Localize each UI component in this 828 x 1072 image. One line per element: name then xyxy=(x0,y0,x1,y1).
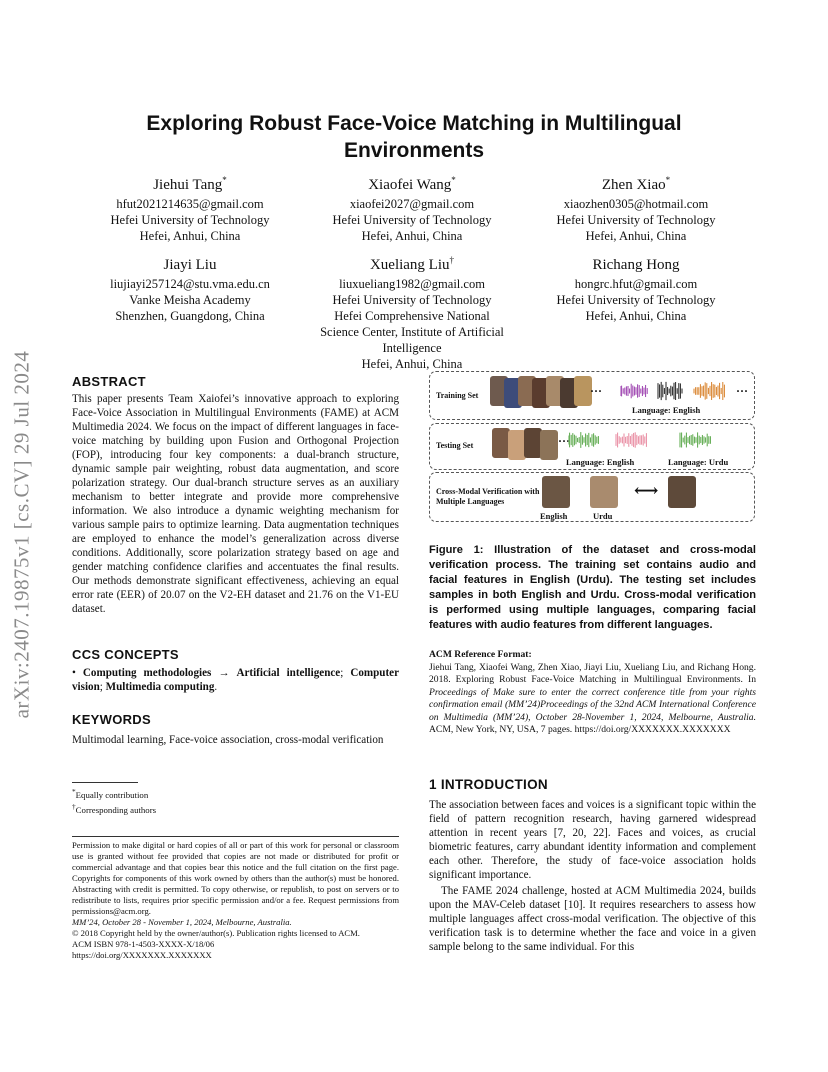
ccs-text xyxy=(72,666,399,694)
author-email[interactable]: liujiayi257124@stu.vma.edu.cn xyxy=(110,277,270,291)
acm-reference xyxy=(429,649,756,737)
testing-label: Testing Set xyxy=(436,441,474,450)
ccs-term: Artificial intelligence xyxy=(236,667,341,679)
author-location: Hefei, Anhui, China xyxy=(585,229,687,243)
ccs-term: Computing methodologies xyxy=(82,667,212,679)
acm-ref-text xyxy=(429,662,756,737)
author-affiliation: Hefei University of Technology xyxy=(332,213,492,227)
author-block-5 xyxy=(292,250,532,372)
acm-ref-authors: Jiehui Tang, Xiaofei Wang, Zhen Xiao, Jiayi Liu, Xueliang Liu, and Richang Hong. 2018. Exploring Robust Face-Voice Matching in Multilingual Environments. In xyxy=(429,661,756,685)
author-email[interactable]: xiaofei2027@gmail.com xyxy=(349,197,475,211)
ccs-heading: CCS CONCEPTS xyxy=(72,647,179,662)
permission-rule xyxy=(72,836,399,837)
acm-ref-publisher: ACM, New York, NY, USA, 7 pages. https://doi.org/XXXXXXX.XXXXXXX xyxy=(429,724,731,735)
author-mark: * xyxy=(665,175,671,185)
face-label-urdu: Urdu xyxy=(593,511,613,521)
figure-1 xyxy=(429,371,755,526)
author-name: Jiayi Liu xyxy=(163,257,217,273)
keywords-text: Multimodal learning, Face-voice association, cross-modal verification xyxy=(72,734,384,746)
ccs-separator: ; xyxy=(99,681,106,693)
author-email[interactable]: xiaozhen0305@hotmail.com xyxy=(563,197,709,211)
footnotes xyxy=(72,786,372,816)
testing-language-urdu: Language: Urdu xyxy=(668,457,729,467)
ccs-term: Computer vision xyxy=(72,667,399,693)
intro-paragraph-2: The FAME 2024 challenge, hosted at ACM Multimedia 2024, builds upon the MAV-Celeb dataset [10]. It requires researchers to assess how multiple languages affect cross-modal verification. The objective of this verification task is to determine whether the face and voice in a given sample belong to the same individual. For this xyxy=(429,885,756,953)
introduction-section xyxy=(429,777,756,954)
ellipsis: ··· xyxy=(558,434,571,448)
ccs-end: . xyxy=(214,681,218,693)
author-block-6 xyxy=(516,250,756,324)
abstract-section xyxy=(72,374,399,616)
author-affiliation: Hefei Comprehensive National xyxy=(334,309,490,323)
author-affiliation: Hefei University of Technology xyxy=(110,213,270,227)
author-affiliation: Science Center, Institute of Artificial xyxy=(320,325,504,339)
crossmodal-label: Cross-Modal Verification with Multiple Languages xyxy=(436,487,540,506)
training-waveforms xyxy=(620,380,730,402)
author-mark: † xyxy=(449,255,455,265)
training-label: Training Set xyxy=(436,391,479,400)
author-affiliation: Intelligence xyxy=(382,341,442,355)
face-image-english xyxy=(542,476,570,508)
intro-paragraph-1: The association between faces and voices is a significant topic within the field of pattern recognition research, having garnered widespread attention in recent years [7, 20, 22]. Faces and voices, as crucial biometric features, carry abundant identity information and complement each other. Therefore, the study of face-voice association holds significant importance. xyxy=(429,799,756,881)
ccs-bullet: • xyxy=(72,667,76,679)
testing-panel xyxy=(429,423,755,470)
footnote-text: Equally contribution xyxy=(75,789,149,800)
author-name: Richang Hong xyxy=(592,257,680,273)
author-location: Hefei, Anhui, China xyxy=(361,229,463,243)
abstract-heading: ABSTRACT xyxy=(72,374,146,389)
double-arrow-icon: ⟷ xyxy=(634,481,659,500)
paper-title: Exploring Robust Face-Voice Matching in Multilingual Environments xyxy=(146,112,682,162)
author-block-4 xyxy=(70,250,310,324)
crossmodal-panel xyxy=(429,472,755,522)
face-label-english: English xyxy=(540,511,568,521)
isbn-line: ACM ISBN 978-1-4503-XXXX-X/18/06 xyxy=(72,939,215,949)
footnote-text: Corresponding authors xyxy=(75,804,157,815)
author-mark: * xyxy=(451,175,456,185)
face-image xyxy=(540,430,558,460)
author-name: Xueliang Liu xyxy=(369,257,450,273)
author-name: Zhen Xiao xyxy=(601,177,666,193)
ccs-section xyxy=(72,647,399,694)
author-affiliation: Hefei University of Technology xyxy=(332,293,492,307)
figure-caption: Figure 1: Illustration of the dataset and cross-modal verification process. The training set contains audio and facial features in English (Urdu). The testing set includes samples in both English and Urdu. Cross-modal verification is performed using multiple languages, comparing facial features with audio features from different languages. xyxy=(429,544,756,631)
testing-waveforms xyxy=(568,430,738,450)
ccs-separator: ; xyxy=(340,667,351,679)
author-email[interactable]: hongrc.hfut@gmail.com xyxy=(574,277,698,291)
author-name: Jiehui Tang xyxy=(153,177,223,193)
author-mark: * xyxy=(222,175,227,185)
arxiv-stamp: arXiv:2407.19875v1 [cs.CV] 29 Jul 2024 xyxy=(9,350,34,719)
training-panel xyxy=(429,371,755,420)
ccs-term: Multimedia computing xyxy=(105,681,215,693)
keywords-heading: KEYWORDS xyxy=(72,712,151,727)
footnote-mark: * xyxy=(72,787,76,796)
author-block-2 xyxy=(292,170,532,244)
intro-heading: 1 INTRODUCTION xyxy=(429,777,548,792)
ellipsis: ··· xyxy=(736,384,749,398)
conference-line: MM’24, October 28 - November 1, 2024, Melbourne, Australia. xyxy=(72,917,292,927)
acm-ref-heading: ACM Reference Format: xyxy=(429,649,532,660)
author-email[interactable]: liuxueliang1982@gmail.com xyxy=(339,277,485,291)
author-block-1 xyxy=(70,170,310,244)
footnote-rule xyxy=(72,782,138,783)
face-image-target xyxy=(668,476,696,508)
training-language: Language: English xyxy=(632,405,701,415)
author-location: Hefei, Anhui, China xyxy=(361,357,463,371)
testing-language-english: Language: English xyxy=(566,457,635,467)
keywords-section xyxy=(72,712,399,747)
ellipsis: ··· xyxy=(590,384,603,398)
face-image-urdu xyxy=(590,476,618,508)
author-block-3 xyxy=(516,170,756,244)
footnote-mark: † xyxy=(72,801,76,811)
permission-block xyxy=(72,840,399,961)
author-affiliation: Vanke Meisha Academy xyxy=(129,293,251,307)
author-affiliation: Hefei University of Technology xyxy=(556,213,716,227)
author-name: Xiaofei Wang xyxy=(368,177,452,193)
permission-text: Permission to make digital or hard copies of all or part of this work for personal or classroom use is granted without fee provided that copies are not made or distributed for profit or commercial advantage and that copies bear this notice and the full citation on the first page. Copyrights for components of this work owned by others than the author(s) must be honored. Abstracting with credit is permitted. To copy otherwise, or republish, to post on servers or to redistribute to lists, requires prior specific permission and/or a fee. Request permissions from permissions@acm.org. xyxy=(72,840,399,916)
author-location: Hefei, Anhui, China xyxy=(139,229,241,243)
acm-ref-venue: Proceedings of Make sure to enter the correct conference title from your rights confirmation email (MM’24)Proceedings of the 32nd ACM International Conference on Multimedia (MM’24), October 28-November 1, 2024, Melbourne, Australia. xyxy=(429,686,756,723)
copyright-line: © 2018 Copyright held by the owner/author(s). Publication rights licensed to ACM. xyxy=(72,928,360,938)
abstract-text: This paper presents Team Xaiofei’s innovative approach to exploring Face-Voice Association in Multilingual Environments (FAME) at ACM Multimedia 2024. We focus on the impact of different languages in face-voice matching by building upon Fusion and Orthogonal Projection (FOP), introducing four key components: a dual-branch structure, dynamic sample pair weighting, robust data augmentation, and score polarization strategy. Our dual-branch structure serves as an auxiliary mechanism to better integrate and provide more comprehensive information. We also introduce a dynamic weighting mechanism for various sample pairs to optimize learning. Data augmentation techniques are employed to enhance the model’s generalization across diverse conditions. Additionally, score polarization strategy based on age and gender matching confidence clarifies and accentuates the final results. Our methods demonstrate significant effectiveness, achieving an equal error rate (EER) of 20.07 on the V2-EH dataset and 21.76 on the V1-EU dataset. xyxy=(72,393,399,615)
ccs-arrow: → xyxy=(211,667,237,679)
author-location: Hefei, Anhui, China xyxy=(585,309,687,323)
doi-link[interactable]: https://doi.org/XXXXXXX.XXXXXXX xyxy=(72,950,212,960)
author-affiliation: Hefei University of Technology xyxy=(556,293,716,307)
author-email[interactable]: hfut2021214635@gmail.com xyxy=(116,197,264,211)
author-location: Shenzhen, Guangdong, China xyxy=(115,309,265,323)
